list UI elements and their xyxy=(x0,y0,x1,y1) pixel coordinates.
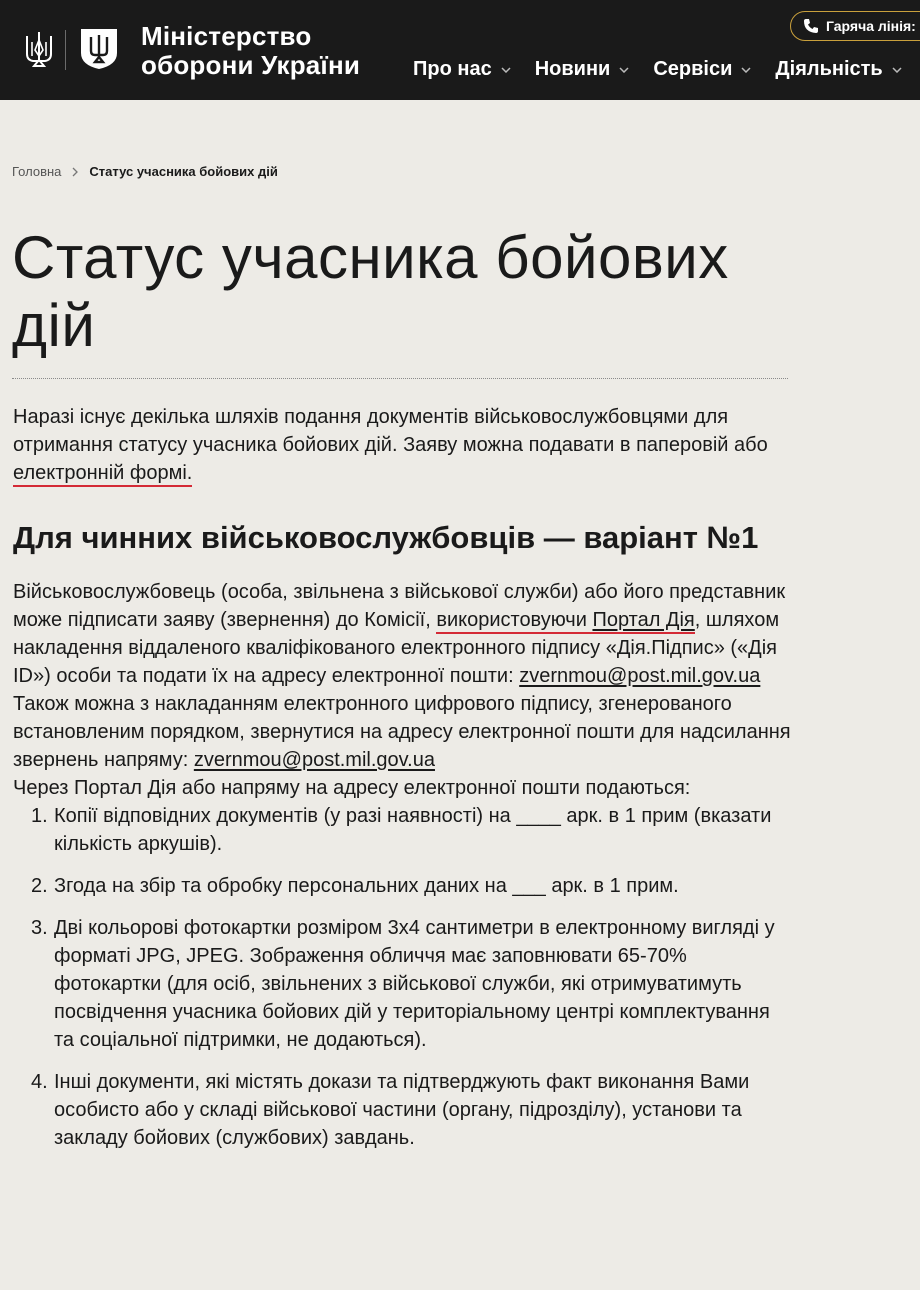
trident-icon[interactable] xyxy=(24,30,54,70)
email-link[interactable]: zvernmou@post.mil.gov.ua xyxy=(519,665,761,687)
hotline-label: Гаряча лінія: xyxy=(826,18,916,34)
electronic-form-link[interactable]: електронній формі. xyxy=(13,462,192,487)
list-item-number: 2. xyxy=(31,875,48,897)
breadcrumb xyxy=(12,164,278,179)
digital-signature-paragraph xyxy=(13,690,793,774)
site-header xyxy=(0,0,920,100)
chevron-right-icon xyxy=(71,167,79,177)
chevron-down-icon xyxy=(619,67,629,73)
list-item xyxy=(13,1068,793,1152)
list-item xyxy=(13,872,793,900)
intro-text: Наразі існує декілька шляхів подання документів військовослужбовцями для отримання статусу учасника бойових дій. Заяву можна подавати в паперовій або xyxy=(13,406,768,456)
page-title: Статус учасника бойових дій xyxy=(12,224,729,359)
page-content xyxy=(13,403,793,1166)
list-item-text: Копії відповідних документів (у разі наявності) на ____ арк. в 1 прим (вказати кількість аркушів). xyxy=(54,805,772,855)
hotline-button[interactable] xyxy=(790,11,920,41)
list-item xyxy=(13,914,793,1054)
digital-signature-text: Також можна з накладанням електронного цифрового підпису, згенерованого встановленим порядком, звернутися на адресу електронної пошти для надсилання звернень напряму: xyxy=(13,693,791,771)
brand-line-1: Міністерство xyxy=(141,21,312,51)
site-brand[interactable] xyxy=(141,22,360,80)
breadcrumb-home-link[interactable]: Головна xyxy=(12,164,62,179)
nav-item-label: Діяльність xyxy=(775,58,883,80)
list-item-number: 4. xyxy=(31,1071,48,1093)
chevron-down-icon xyxy=(892,67,902,73)
brand-line-2: оборони України xyxy=(141,50,361,80)
list-item-text: Дві кольорові фотокартки розміром 3х4 сантиметри в електронному вигляді у форматі JPG, JPEG. Зображення обличчя має заповнювати 65-70% фотокартки (для осіб, звільнених з військової служби, які отримуватимуть посвідчення учасника бойових дій у територіальному центрі комплектування та соціальної підтримки, не додаються). xyxy=(54,917,775,1051)
list-item xyxy=(13,802,793,858)
main-nav xyxy=(413,58,920,81)
option1-text-cont: , шляхом накладення віддаленого кваліфікованого електронного підпису «Дія.Підпис» («Дія ID») особи та подати їх на адресу електронної пошти: xyxy=(13,609,780,687)
diia-portal-link[interactable]: Портал Дія xyxy=(592,609,695,631)
nav-item-services[interactable] xyxy=(653,58,751,81)
nav-item-activity[interactable] xyxy=(775,58,901,81)
documents-list xyxy=(13,802,793,1152)
title-divider xyxy=(12,378,788,379)
header-divider xyxy=(65,30,66,70)
list-item-text: Інші документи, які містять докази та підтверджують факт виконання Вами особисто або у складі військової частини (органу, підрозділу), установи та закладу бойових (службових) завдань. xyxy=(54,1071,750,1149)
documents-intro: Через Портал Дія або напряму на адресу електронної пошти подаються: xyxy=(13,777,691,799)
chevron-down-icon xyxy=(501,67,511,73)
list-item-number: 3. xyxy=(31,917,48,939)
nav-item-label: Сервіси xyxy=(653,58,733,80)
list-item-text: Згода на збір та обробку персональних даних на ___ арк. в 1 прим. xyxy=(54,875,679,897)
nav-item-label: Про нас xyxy=(413,58,492,80)
nav-item-label: Новини xyxy=(534,58,611,80)
option1-text: Військовослужбовець (особа, звільнена з військової служби) або його представник може підписати заяву (звернення) до Комісії, xyxy=(13,581,786,631)
section-heading: Для чинних військовослужбовців — варіант №1 xyxy=(13,520,759,555)
nav-item-about[interactable] xyxy=(413,58,511,81)
breadcrumb-current: Статус учасника бойових дій xyxy=(89,164,278,179)
phone-icon xyxy=(803,18,819,34)
chevron-down-icon xyxy=(741,67,751,73)
ministry-emblem-icon[interactable] xyxy=(79,27,119,71)
using-highlight xyxy=(436,609,694,634)
nav-item-news[interactable] xyxy=(535,58,630,81)
list-item-number: 1. xyxy=(31,805,48,827)
option1-paragraph xyxy=(13,578,793,690)
intro-paragraph xyxy=(13,403,793,487)
using-text: використовуючи xyxy=(436,609,593,631)
email-link-2[interactable]: zvernmou@post.mil.gov.ua xyxy=(193,749,435,771)
